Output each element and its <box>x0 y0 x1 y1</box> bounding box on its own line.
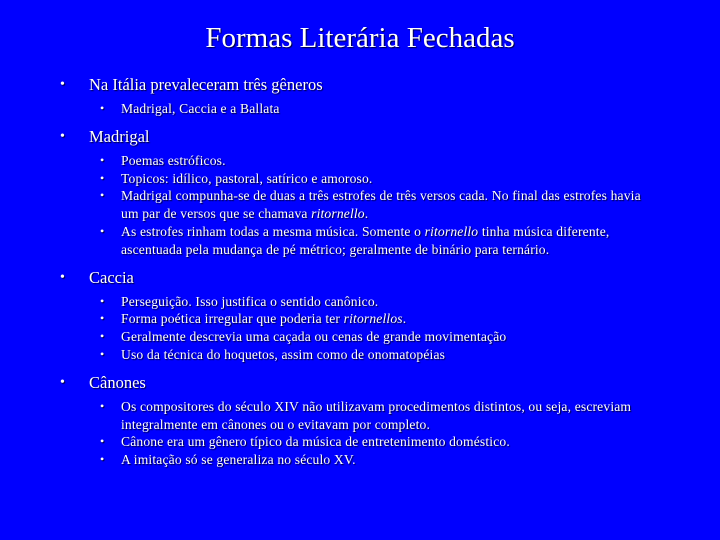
list-item-italic: ritornello <box>424 223 479 239</box>
list-item-text: Geralmente descrevia uma caçada ou cenas de grande movimentação <box>121 329 507 345</box>
list-item-text: tinha música diferente, ascentuada pela mudança de pé métrico; geralmente de binário para ternário. <box>121 223 610 257</box>
list-item-italic: ritornellos <box>343 311 403 327</box>
list-item-text: Cânone era um gênero típico da música de entretenimento doméstico. <box>121 434 510 450</box>
list-item <box>0 187 641 223</box>
section-items <box>0 100 720 118</box>
bullet-icon: • <box>100 152 105 167</box>
list-item <box>0 433 641 451</box>
bullet-icon: • <box>100 101 105 115</box>
section-items <box>0 152 720 259</box>
list-item <box>0 310 641 328</box>
list-item-text: Topicos: idílico, pastoral, satírico e amoroso. <box>121 170 373 186</box>
list-item-text: Os compositores do século XIV não utilizavam procedimentos distintos, ou seja, escreviam integralmente em cânones ou o evitavam por completo. <box>121 398 632 432</box>
list-item-text: . <box>364 206 369 222</box>
list-item <box>0 170 641 188</box>
list-item <box>0 223 641 259</box>
list-item-text: As estrofes rinham todas a mesma música. Somente o <box>121 223 425 239</box>
list-item <box>0 100 641 118</box>
list-item-text: A imitação só se generaliza no século XV. <box>121 452 356 468</box>
section-heading <box>0 75 649 95</box>
section-heading-text: Caccia <box>89 267 134 287</box>
section-heading-text: Madrigal <box>89 126 150 146</box>
list-item-text: Forma poética irregular que poderia ter <box>121 311 344 327</box>
list-item <box>0 152 641 170</box>
bullet-icon: • <box>100 293 105 308</box>
section-items <box>0 398 720 469</box>
list-item-text: Uso da técnica do hoquetos, assim como de onomatopéias <box>121 346 446 362</box>
bullet-icon: • <box>60 77 65 92</box>
slide-title: Formas Literária Fechadas <box>205 22 515 54</box>
section-heading <box>0 268 649 288</box>
bullet-icon: • <box>100 188 105 203</box>
bullet-icon: • <box>100 329 105 344</box>
list-item <box>0 346 641 364</box>
list-item <box>0 398 641 434</box>
list-item <box>0 293 641 311</box>
bullet-icon: • <box>100 434 105 449</box>
list-item-text: Madrigal, Caccia e a Ballata <box>121 101 280 116</box>
bullet-icon: • <box>60 374 65 390</box>
list-item <box>0 451 641 469</box>
bullet-icon: • <box>100 452 105 467</box>
bullet-icon: • <box>60 128 65 144</box>
bullet-icon: • <box>100 311 105 326</box>
list-item <box>0 328 641 346</box>
list-item-text: Poemas estróficos. <box>121 152 226 168</box>
section-heading <box>0 127 649 147</box>
bullet-icon: • <box>100 398 105 413</box>
section-heading-text: Cânones <box>89 372 146 392</box>
bullet-icon: • <box>100 346 105 361</box>
list-item-text: Madrigal compunha-se de duas a três estrofes de três versos cada. No final das estrofes havia um par de versos que se chamava <box>121 188 641 222</box>
list-item-text: Perseguição. Isso justifica o sentido canônico. <box>121 293 379 309</box>
list-item-text: . <box>402 311 407 327</box>
section-items <box>0 293 720 364</box>
bullet-icon: • <box>100 170 105 185</box>
bullet-icon: • <box>100 223 105 238</box>
section-heading-text: Na Itália prevaleceram três gêneros <box>89 75 323 94</box>
list-item-italic: ritornello <box>311 206 365 222</box>
slide-content <box>0 75 720 469</box>
section-heading <box>0 373 649 393</box>
bullet-icon: • <box>60 269 65 285</box>
